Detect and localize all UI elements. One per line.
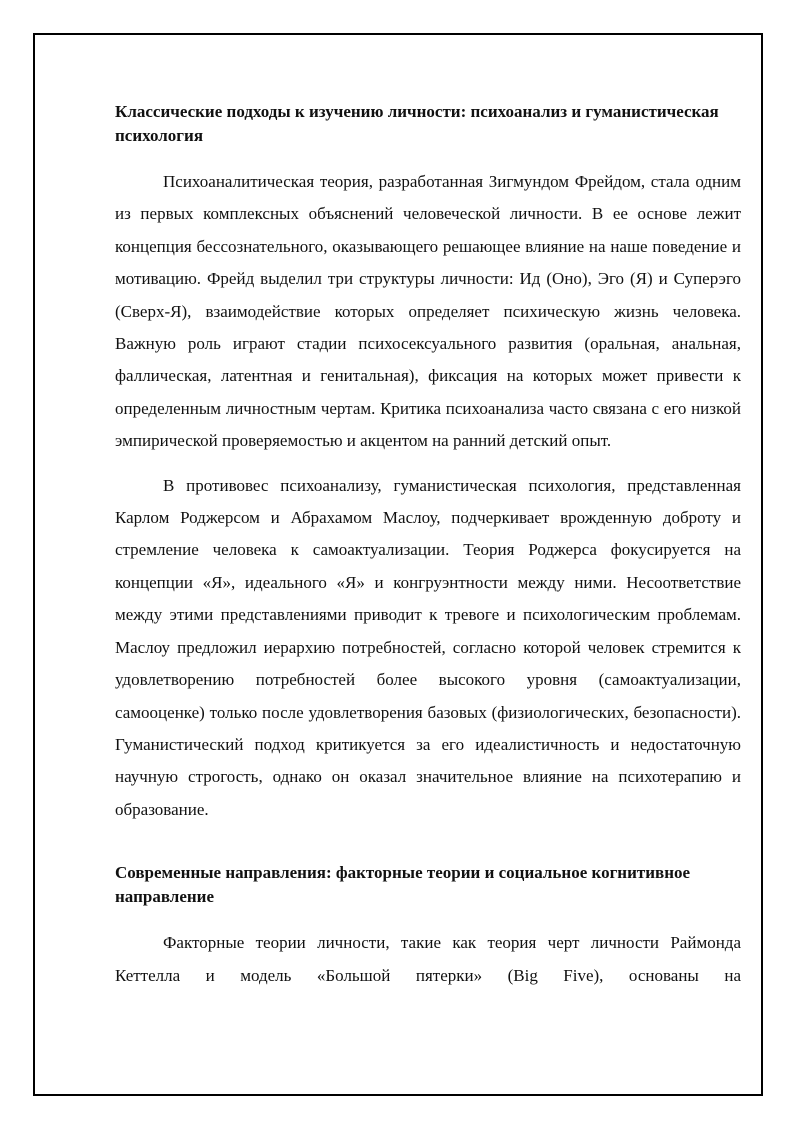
paragraph-psychoanalysis: Психоаналитическая теория, разработанная Зигмундом Фрейдом, стала одним из первых комплексных объяснений человеческой личности. В ее основе лежит концепция бессознательного, оказывающего решающее влияние на наше поведение и мотивацию. Фрейд выделил три структуры личности: Ид (Оно), Эго (Я) и Суперэго (Сверх-Я), взаимодействие которых определяет психическую жизнь человека. Важную роль играют стадии психосексуального развития (оральная, анальная, фаллическая, латентная и генитальная), фиксация на которых может привести к определенным личностным чертам. Критика психоанализа часто связана с его низкой эмпирической проверяемостью и акцентом на ранний детский опыт. — [115, 172, 741, 451]
section-heading-modern: Современные направления: факторные теории и социальное когнитивное направление — [115, 863, 691, 907]
document-body — [115, 100, 741, 992]
paragraph-humanistic: В противовес психоанализу, гуманистическая психология, представленная Карлом Роджерсом и Абрахамом Маслоу, подчеркивает врожденную доброту и стремление человека к самоактуализации. Теория Роджерса фокусируется на концепции «Я», идеального «Я» и конгруэнтности между ними. Несоответствие между этими представлениями приводит к тревоге и психологическим проблемам. Маслоу предложил иерархию потребностей, согласно которой человек стремится к удовлетворению потребностей более высокого уровня (самоактуализации, самооценке) только после удовлетворения базовых (физиологических, безопасности). Гуманистический подход критикуется за его идеалистичность и недостаточную научную строгость, однако он оказал значительное влияние на психотерапию и образование. — [115, 475, 741, 819]
section-heading-classical: Классические подходы к изучению личности: психоанализ и гуманистическая психология — [115, 102, 719, 145]
paragraph-factor-theories: Факторные теории личности, такие как теория черт личности Раймонда Кеттелла и модель «Большой пятерки» (Big Five), основаны на — [115, 933, 741, 985]
